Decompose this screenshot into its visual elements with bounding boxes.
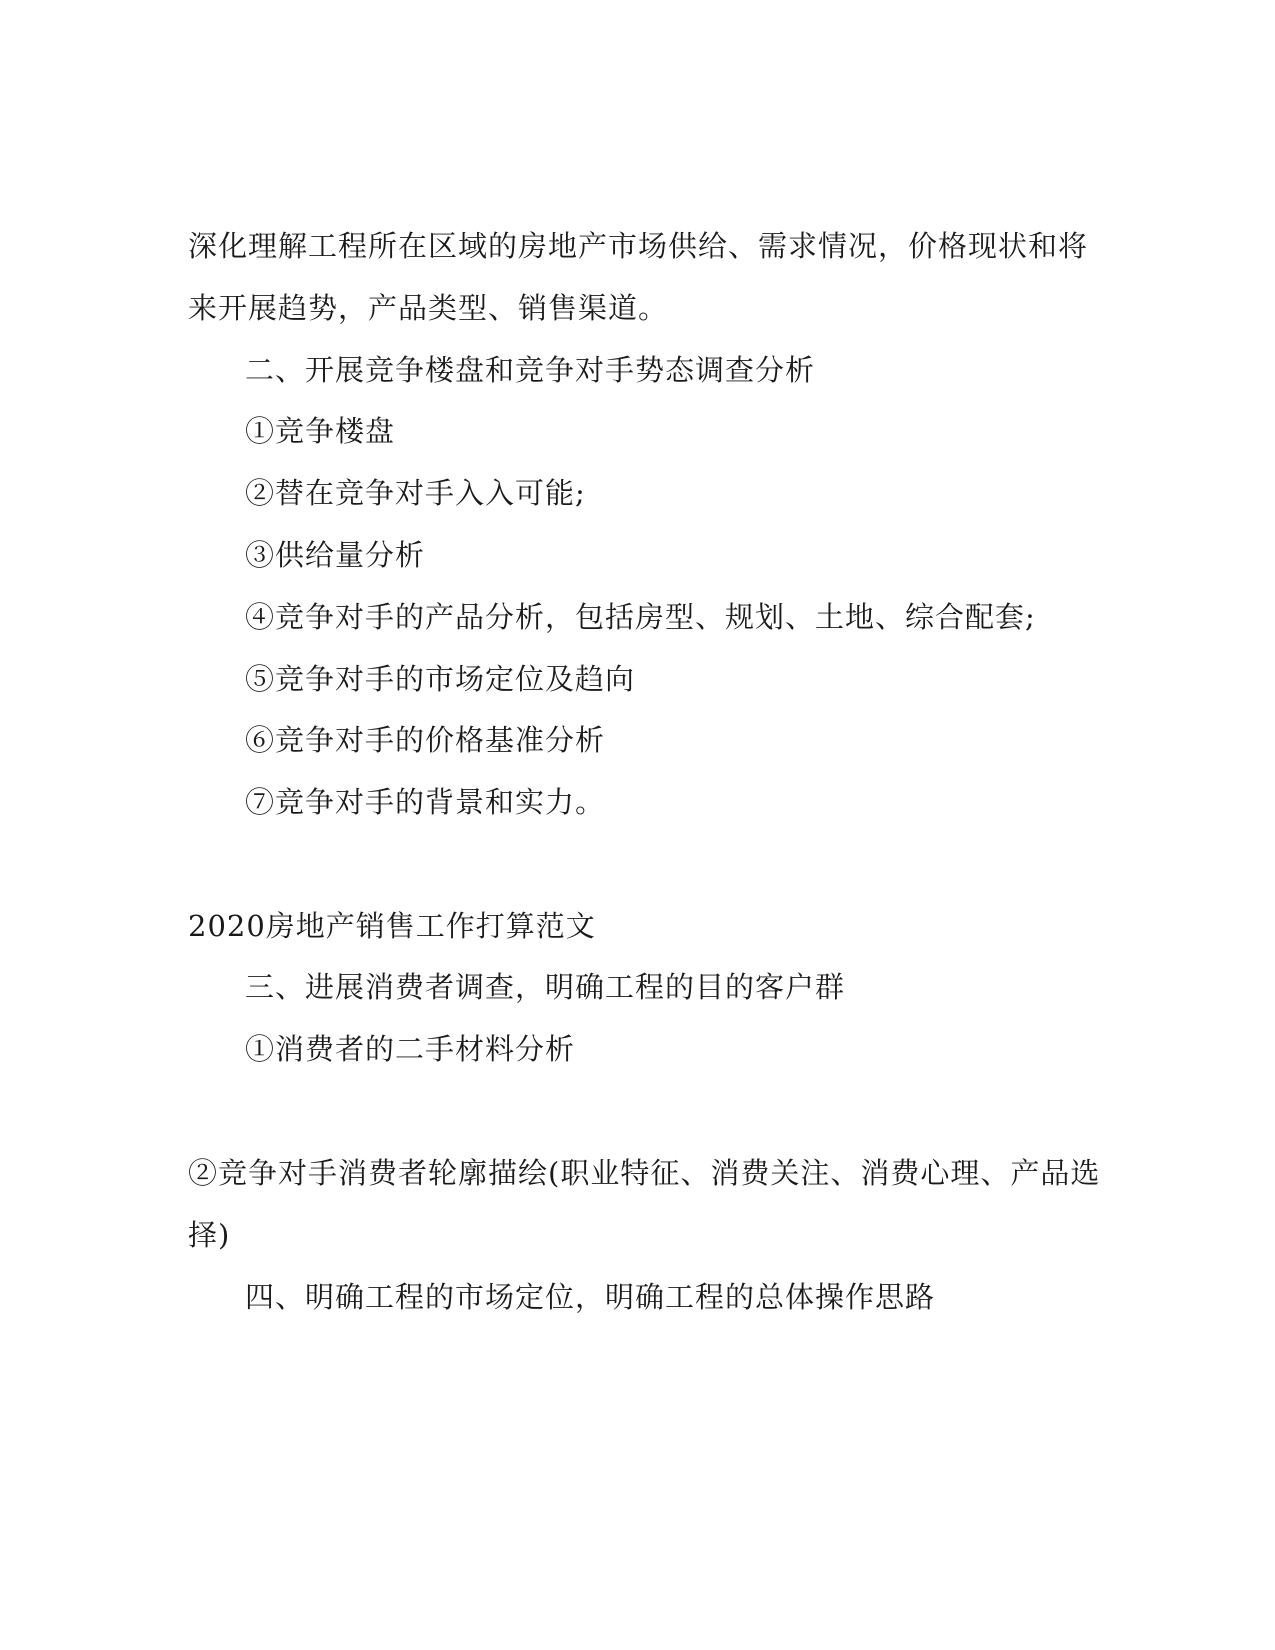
section3-item-1: ①消费者的二手材料分析 <box>245 1032 576 1066</box>
section2-heading: 二、开展竞争楼盘和竞争对手势态调查分析 <box>245 353 816 387</box>
section3-heading: 三、进展消费者调查，明确工程的目的客户群 <box>245 970 846 1004</box>
section3-item-2-line-1: ②竞争对手消费者轮廓描绘(职业特征、消费关注、消费心理、产品选 <box>188 1156 1101 1190</box>
intro-paragraph-line-1: 深化理解工程所在区域的房地产市场供给、需求情况，价格现状和将 <box>188 229 1089 263</box>
section4-heading: 四、明确工程的市场定位，明确工程的总体操作思路 <box>245 1280 936 1314</box>
section2-item-1: ①竞争楼盘 <box>245 414 396 448</box>
section2-item-3: ③供给量分析 <box>245 538 426 572</box>
section3-item-2-line-2: 择) <box>188 1218 231 1252</box>
section2-item-6: ⑥竞争对手的价格基准分析 <box>245 723 606 757</box>
document-title: 2020房地产销售工作打算范文 <box>188 909 596 943</box>
section2-item-2: ②替在竞争对手入入可能; <box>245 476 586 510</box>
section2-item-7: ⑦竞争对手的背景和实力。 <box>245 785 606 819</box>
section2-item-5: ⑤竞争对手的市场定位及趋向 <box>245 662 636 696</box>
section2-item-4: ④竞争对手的产品分析，包括房型、规划、土地、综合配套; <box>245 600 1036 634</box>
intro-paragraph-line-2: 来开展趋势，产品类型、销售渠道。 <box>188 291 669 325</box>
